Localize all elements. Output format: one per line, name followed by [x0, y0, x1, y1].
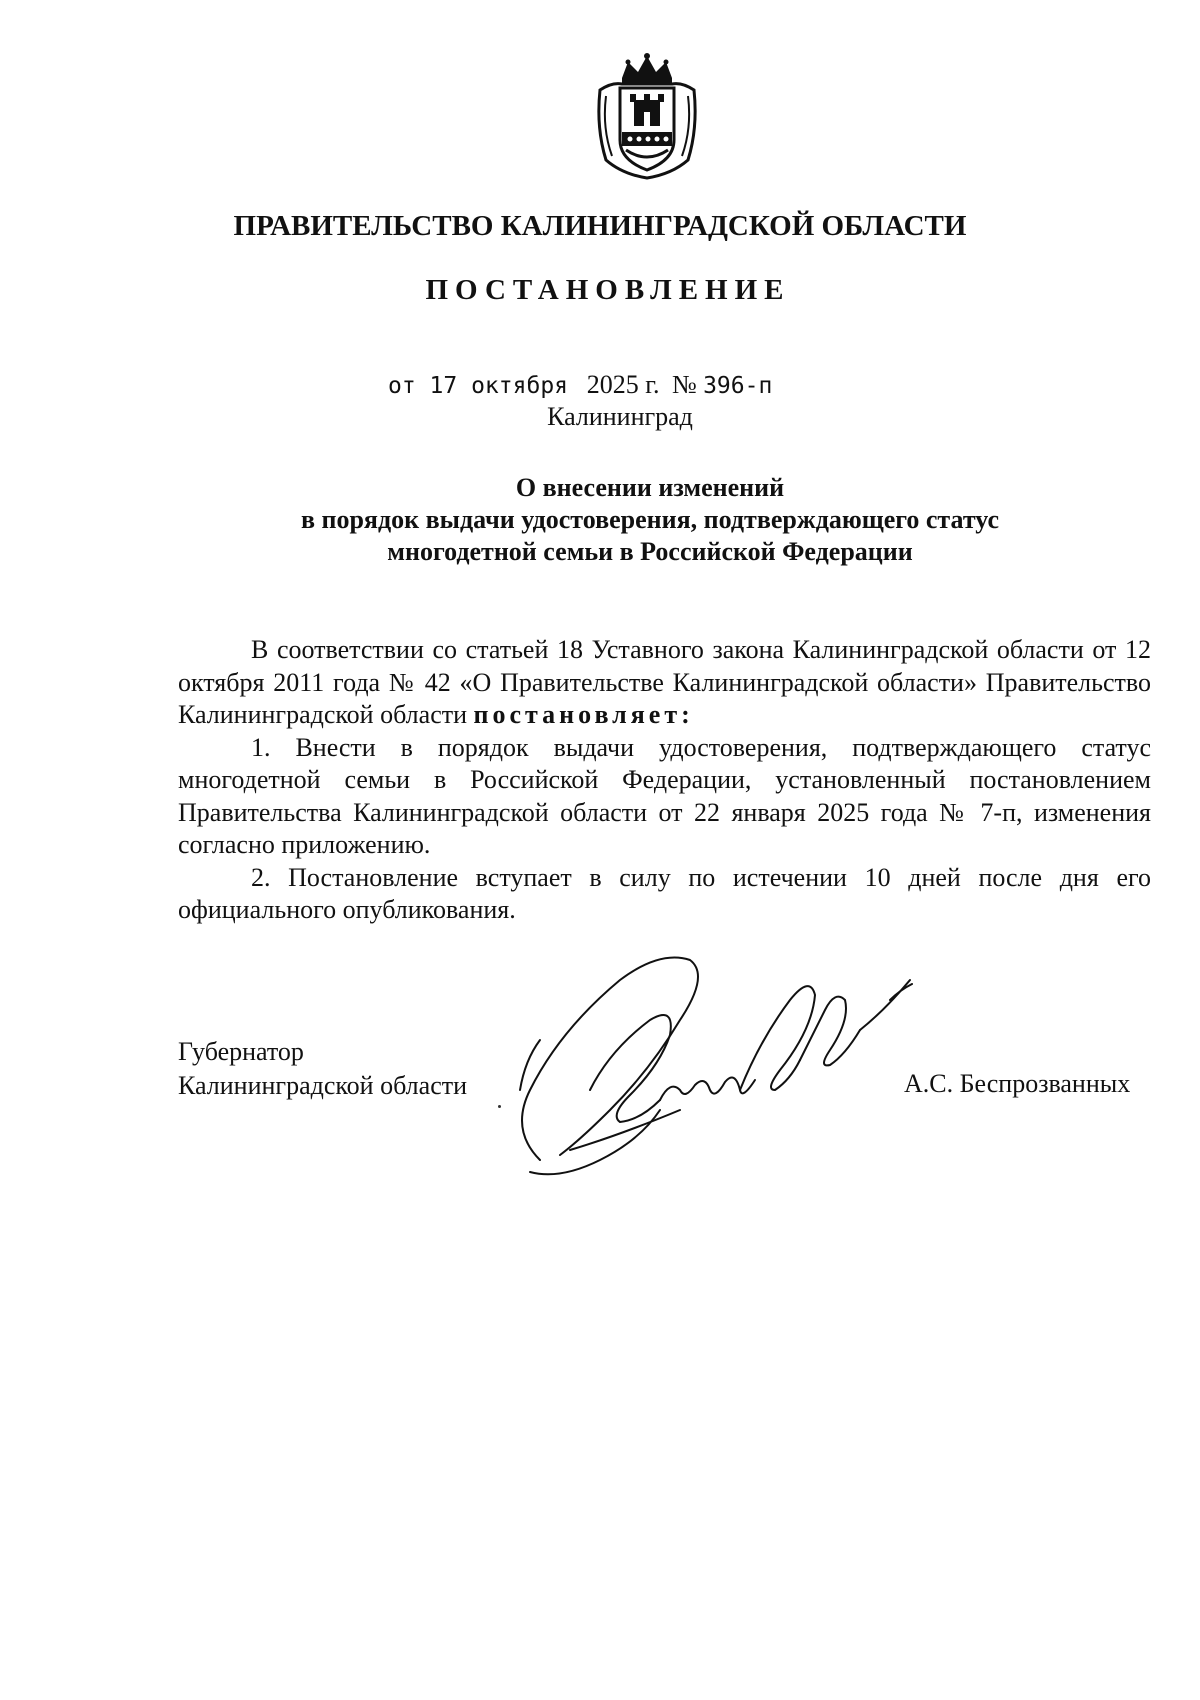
item-2-paragraph: 2. Постановление вступает в силу по истечении 10 дней после дня его официального опубликования.	[178, 862, 1151, 924]
handwritten-signature-icon	[500, 940, 940, 1200]
preamble-text: В соответствии со статьей 18 Уставного закона Калининградской области от 12 октября 2011 года № 42 «О Правительстве Калининградской области» Правительство Калининградской области	[178, 635, 1151, 729]
document-body	[178, 634, 1151, 927]
signatory-position-line-2: Калининградской области	[178, 1071, 468, 1100]
document-subject	[180, 472, 1120, 568]
document-number: 396-п	[703, 373, 773, 399]
signatory-position-line-1: Губернатор	[178, 1037, 304, 1066]
subject-line-2: в порядок выдачи удостоверения, подтверждающего статус	[300, 505, 1000, 534]
document-type: ПОСТАНОВЛЕНИЕ	[425, 274, 791, 306]
signatory-position	[178, 1035, 467, 1103]
document-date: от 17 октября	[388, 373, 569, 399]
subject-line-3: многодетной семьи в Российской Федерации	[387, 537, 913, 566]
signatory-name: А.С. Беспрозванных	[904, 1069, 1131, 1098]
coat-of-arms-icon	[592, 48, 702, 180]
document-year: 2025 г.	[586, 370, 660, 399]
number-sign: №	[672, 370, 697, 399]
preamble-paragraph	[178, 634, 1151, 732]
organization-title: ПРАВИТЕЛЬСТВО КАЛИНИНГРАДСКОЙ ОБЛАСТИ	[233, 210, 967, 242]
item-1-paragraph: 1. Внести в порядок выдачи удостоверения, подтверждающего статус многодетной семьи в Российской Федерации, установленный постановлением Правительства Калининградской области от 22 января 2025 года № 7-п, изменения согласно приложению.	[178, 732, 1151, 859]
decree-word: постановляет:	[473, 700, 694, 729]
subject-line-1: О внесении изменений	[515, 473, 785, 502]
document-city: Калининград	[547, 402, 693, 431]
date-number-line	[388, 370, 772, 400]
